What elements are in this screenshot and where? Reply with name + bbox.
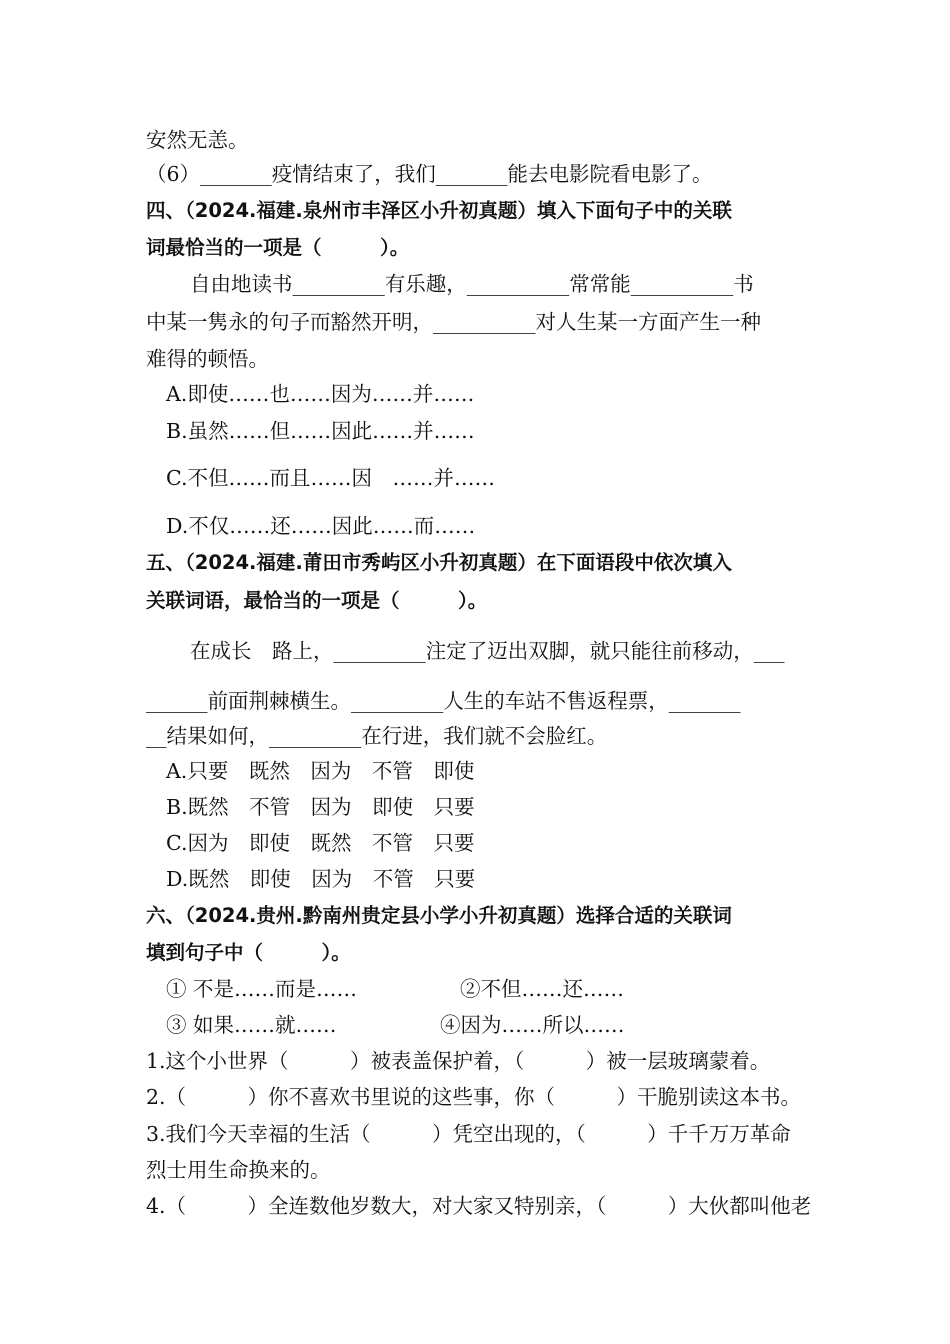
question-5-title: 关联词语，最恰当的一项是（ ）。 xyxy=(146,589,488,612)
question-5-text: 在成长 路上，_________注定了迈出双脚，就只能往前移动，___ xyxy=(190,639,785,663)
question-6-title: 六、（2024.贵州.黔南州贵定县小学小升初真题）选择合适的关联词 xyxy=(146,904,732,927)
question-6-choice-4: ④因为……所以…… xyxy=(440,1013,625,1037)
question-6-choice-1: ① 不是……而是…… xyxy=(166,977,358,1001)
question-6-sentence-3: 3.我们今天幸福的生活（ ）凭空出现的，（ ）千千万万革命 xyxy=(146,1122,791,1146)
question-4-text: 中某一隽永的句子而豁然开明，__________对人生某一方面产生一种 xyxy=(146,310,761,334)
question-4-text: 难得的顿悟。 xyxy=(146,347,269,371)
question-4-title: 词最恰当的一项是（ ）。 xyxy=(146,236,410,259)
text-line: （6）_______疫情结束了，我们_______能去电影院看电影了。 xyxy=(146,162,713,186)
question-6-sentence-3: 烈士用生命换来的。 xyxy=(146,1158,331,1182)
question-4-text: 自由地读书_________有乐趣，__________常常能__________书 xyxy=(190,272,754,296)
question-6-title: 填到句子中（ ）。 xyxy=(146,941,351,964)
question-4-option-c: C.不但……而且……因 ……并…… xyxy=(166,466,495,490)
question-4-option-a: A.即使……也……因为……并…… xyxy=(166,382,475,406)
question-6-sentence-1: 1.这个小世界（ ）被表盖保护着，（ ）被一层玻璃蒙着。 xyxy=(146,1049,771,1073)
question-5-title: 五、（2024.福建.莆田市秀屿区小升初真题）在下面语段中依次填入 xyxy=(146,551,732,574)
question-5-option-b: B.既然 不管 因为 即使 只要 xyxy=(166,795,475,819)
question-6-sentence-4: 4.（ ）全连数他岁数大，对大家又特别亲，（ ）大伙都叫他老 xyxy=(146,1194,812,1218)
question-6-choice-3: ③ 如果……就…… xyxy=(166,1013,337,1037)
question-6-sentence-2: 2.（ ）你不喜欢书里说的这些事，你（ ）干脆别读这本书。 xyxy=(146,1085,802,1109)
question-4-option-b: B.虽然……但……因此……并…… xyxy=(166,419,475,443)
question-4-option-d: D.不仅……还……因此……而…… xyxy=(166,514,476,538)
question-6-choice-2: ②不但……还…… xyxy=(460,977,624,1001)
question-5-option-d: D.既然 即使 因为 不管 只要 xyxy=(166,867,476,891)
question-4-title: 四、（2024.福建.泉州市丰泽区小升初真题）填入下面句子中的关联 xyxy=(146,199,732,222)
question-5-text: __结果如何，_________在行进，我们就不会脸红。 xyxy=(146,724,608,748)
text-line: 安然无恙。 xyxy=(146,128,249,152)
question-5-option-a: A.只要 既然 因为 不管 即使 xyxy=(166,759,475,783)
question-5-text: ______前面荆棘横生。_________人生的车站不售返程票，_______ xyxy=(146,689,741,713)
question-5-option-c: C.因为 即使 既然 不管 只要 xyxy=(166,831,475,855)
